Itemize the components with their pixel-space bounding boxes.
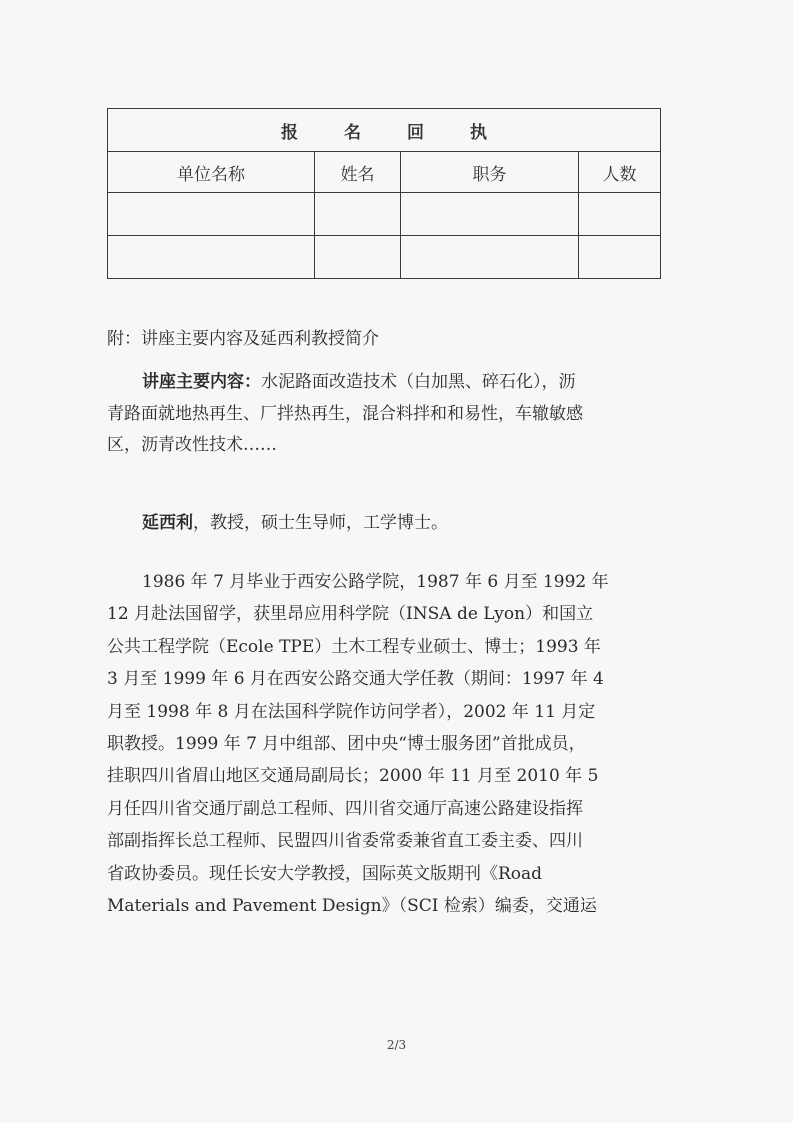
blank-cell[interactable] (315, 193, 401, 236)
form-title-row (108, 109, 661, 152)
lecture-label: 讲座主要内容： (142, 372, 261, 392)
bio-title-paragraph: 延西利，教授，硕士生导师，工学博士。 (142, 513, 448, 533)
form-blank-row (108, 236, 661, 279)
col-unit-name: 单位名称 (108, 152, 315, 193)
bio-body-paragraph: 1986 年 7 月毕业于西安公路学院，1987 年 6 月至 1992 年 12 月赴法国留学，获里昂应用科学院（INSA de Lyon）和国立 公共工程学院（Ecole TPE）土木工程专业硕士、博士；1993 年 3 月至 1999 年 6 月在西安公路交通大学任教（期间：1997 年 4 月至 1998 年 8 月在法国科学院作访问学者），2002 年 11 月定 职教授。1999 年 7 月中组部、团中央“博士服务团”首批成员， 挂职四川省眉山地区交通局副局长；2000 年 11 月至 2010 年 5 月任四川省交通厅副总工程师、四川省交通厅高速公路建设指挥 部副指挥长总工程师、民盟四川省委常委兼省直工委主委、四川 省政协委员。现任长安大学教授，国际英文版期刊《Road Materials and Pavement Design》（SCI 检索）编委，交通运 (107, 572, 609, 916)
form-title: 报 名 回 执 (108, 109, 661, 152)
blank-cell[interactable] (401, 236, 579, 279)
lecture-content-paragraph: 讲座主要内容：水泥路面改造技术（白加黑、碎石化），沥 青路面就地热再生、厂拌热再生，混合料拌和和易性，车辙敏感 区，沥青改性技术…… (107, 372, 583, 455)
blank-cell[interactable] (108, 193, 315, 236)
col-name: 姓名 (315, 152, 401, 193)
blank-cell[interactable] (579, 236, 661, 279)
col-position: 职务 (401, 152, 579, 193)
page-number: 2/3 (386, 1038, 407, 1052)
registration-form-table (107, 108, 661, 279)
col-count: 人数 (579, 152, 661, 193)
form-blank-row (108, 193, 661, 236)
bio-name: 延西利 (142, 513, 193, 533)
form-header-row (108, 152, 661, 193)
blank-cell[interactable] (315, 236, 401, 279)
blank-cell[interactable] (401, 193, 579, 236)
blank-cell[interactable] (579, 193, 661, 236)
appendix-heading: 附：讲座主要内容及延西利教授简介 (107, 329, 379, 349)
blank-cell[interactable] (108, 236, 315, 279)
